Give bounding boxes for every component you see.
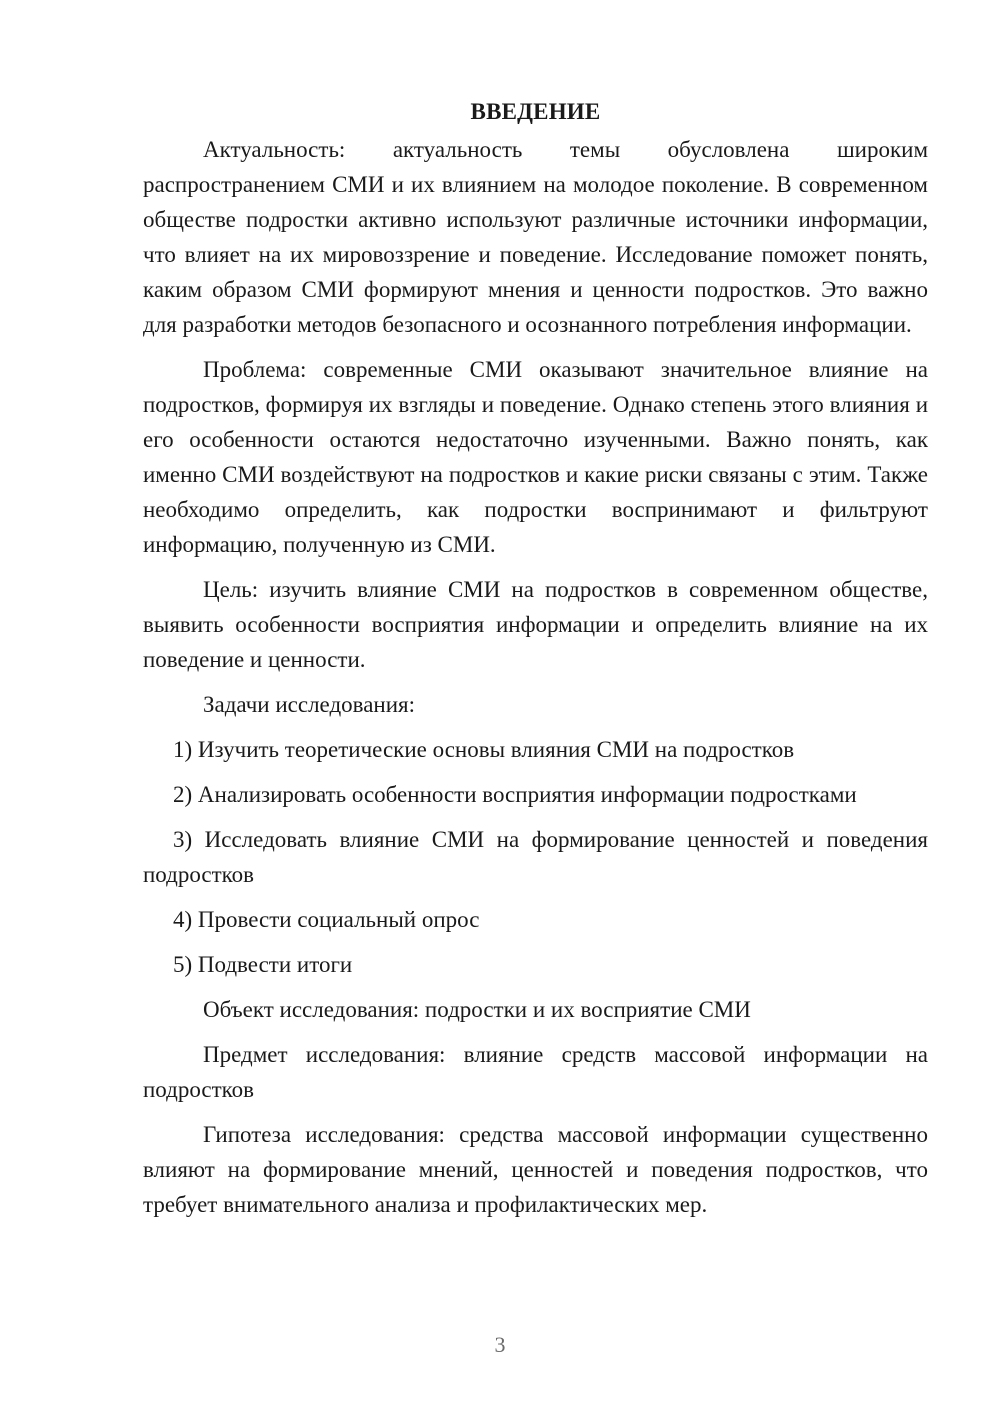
- task-item-4: 4) Провести социальный опрос: [173, 907, 480, 932]
- task-item-5: 5) Подвести итоги: [173, 952, 353, 977]
- object-paragraph: Объект исследования: подростки и их восприятие СМИ: [203, 997, 751, 1022]
- tasks-list: [143, 732, 928, 982]
- page-number: 3: [494, 1332, 506, 1357]
- tasks-heading: Задачи исследования:: [203, 692, 416, 717]
- page-content: [143, 92, 928, 1232]
- subject-paragraph: Предмет исследования: влияние средств массовой информации на подростков: [143, 1042, 928, 1102]
- problem-paragraph: Проблема: современные СМИ оказывают значительное влияние на подростков, формируя их взгляды и поведение. Однако степень этого влияния и его особенности остаются недостаточно изученными. Важно понять, как именно СМИ воздействуют на подростков и какие риски связаны с этим. Также необходимо определить, как подростки воспринимают и фильтруют информацию, полученную из СМИ.: [143, 357, 928, 557]
- task-item-2: 2) Анализировать особенности восприятия информации подростками: [173, 782, 857, 807]
- goal-paragraph: Цель: изучить влияние СМИ на подростков в современном обществе, выявить особенности восприятия информации и определить влияние на их поведение и ценности.: [143, 577, 928, 672]
- task-item-1: 1) Изучить теоретические основы влияния СМИ на подростков: [173, 737, 795, 762]
- document-title: ВВЕДЕНИЕ: [470, 99, 601, 124]
- task-item-3: 3) Исследовать влияние СМИ на формирование ценностей и поведения подростков: [143, 827, 928, 887]
- hypothesis-paragraph: Гипотеза исследования: средства массовой информации существенно влияют на формирование мнений, ценностей и поведения подростков, что требует внимательного анализа и профилактических мер.: [143, 1122, 928, 1217]
- relevance-paragraph: Актуальность: актуальность темы обусловлена широким распространением СМИ и их влиянием на молодое поколение. В современном обществе подростки активно используют различные источники информации, что влияет на их мировоззрение и поведение. Исследование поможет понять, каким образом СМИ формируют мнения и ценности подростков. Это важно для разработки методов безопасного и осознанного потребления информации.: [143, 137, 928, 337]
